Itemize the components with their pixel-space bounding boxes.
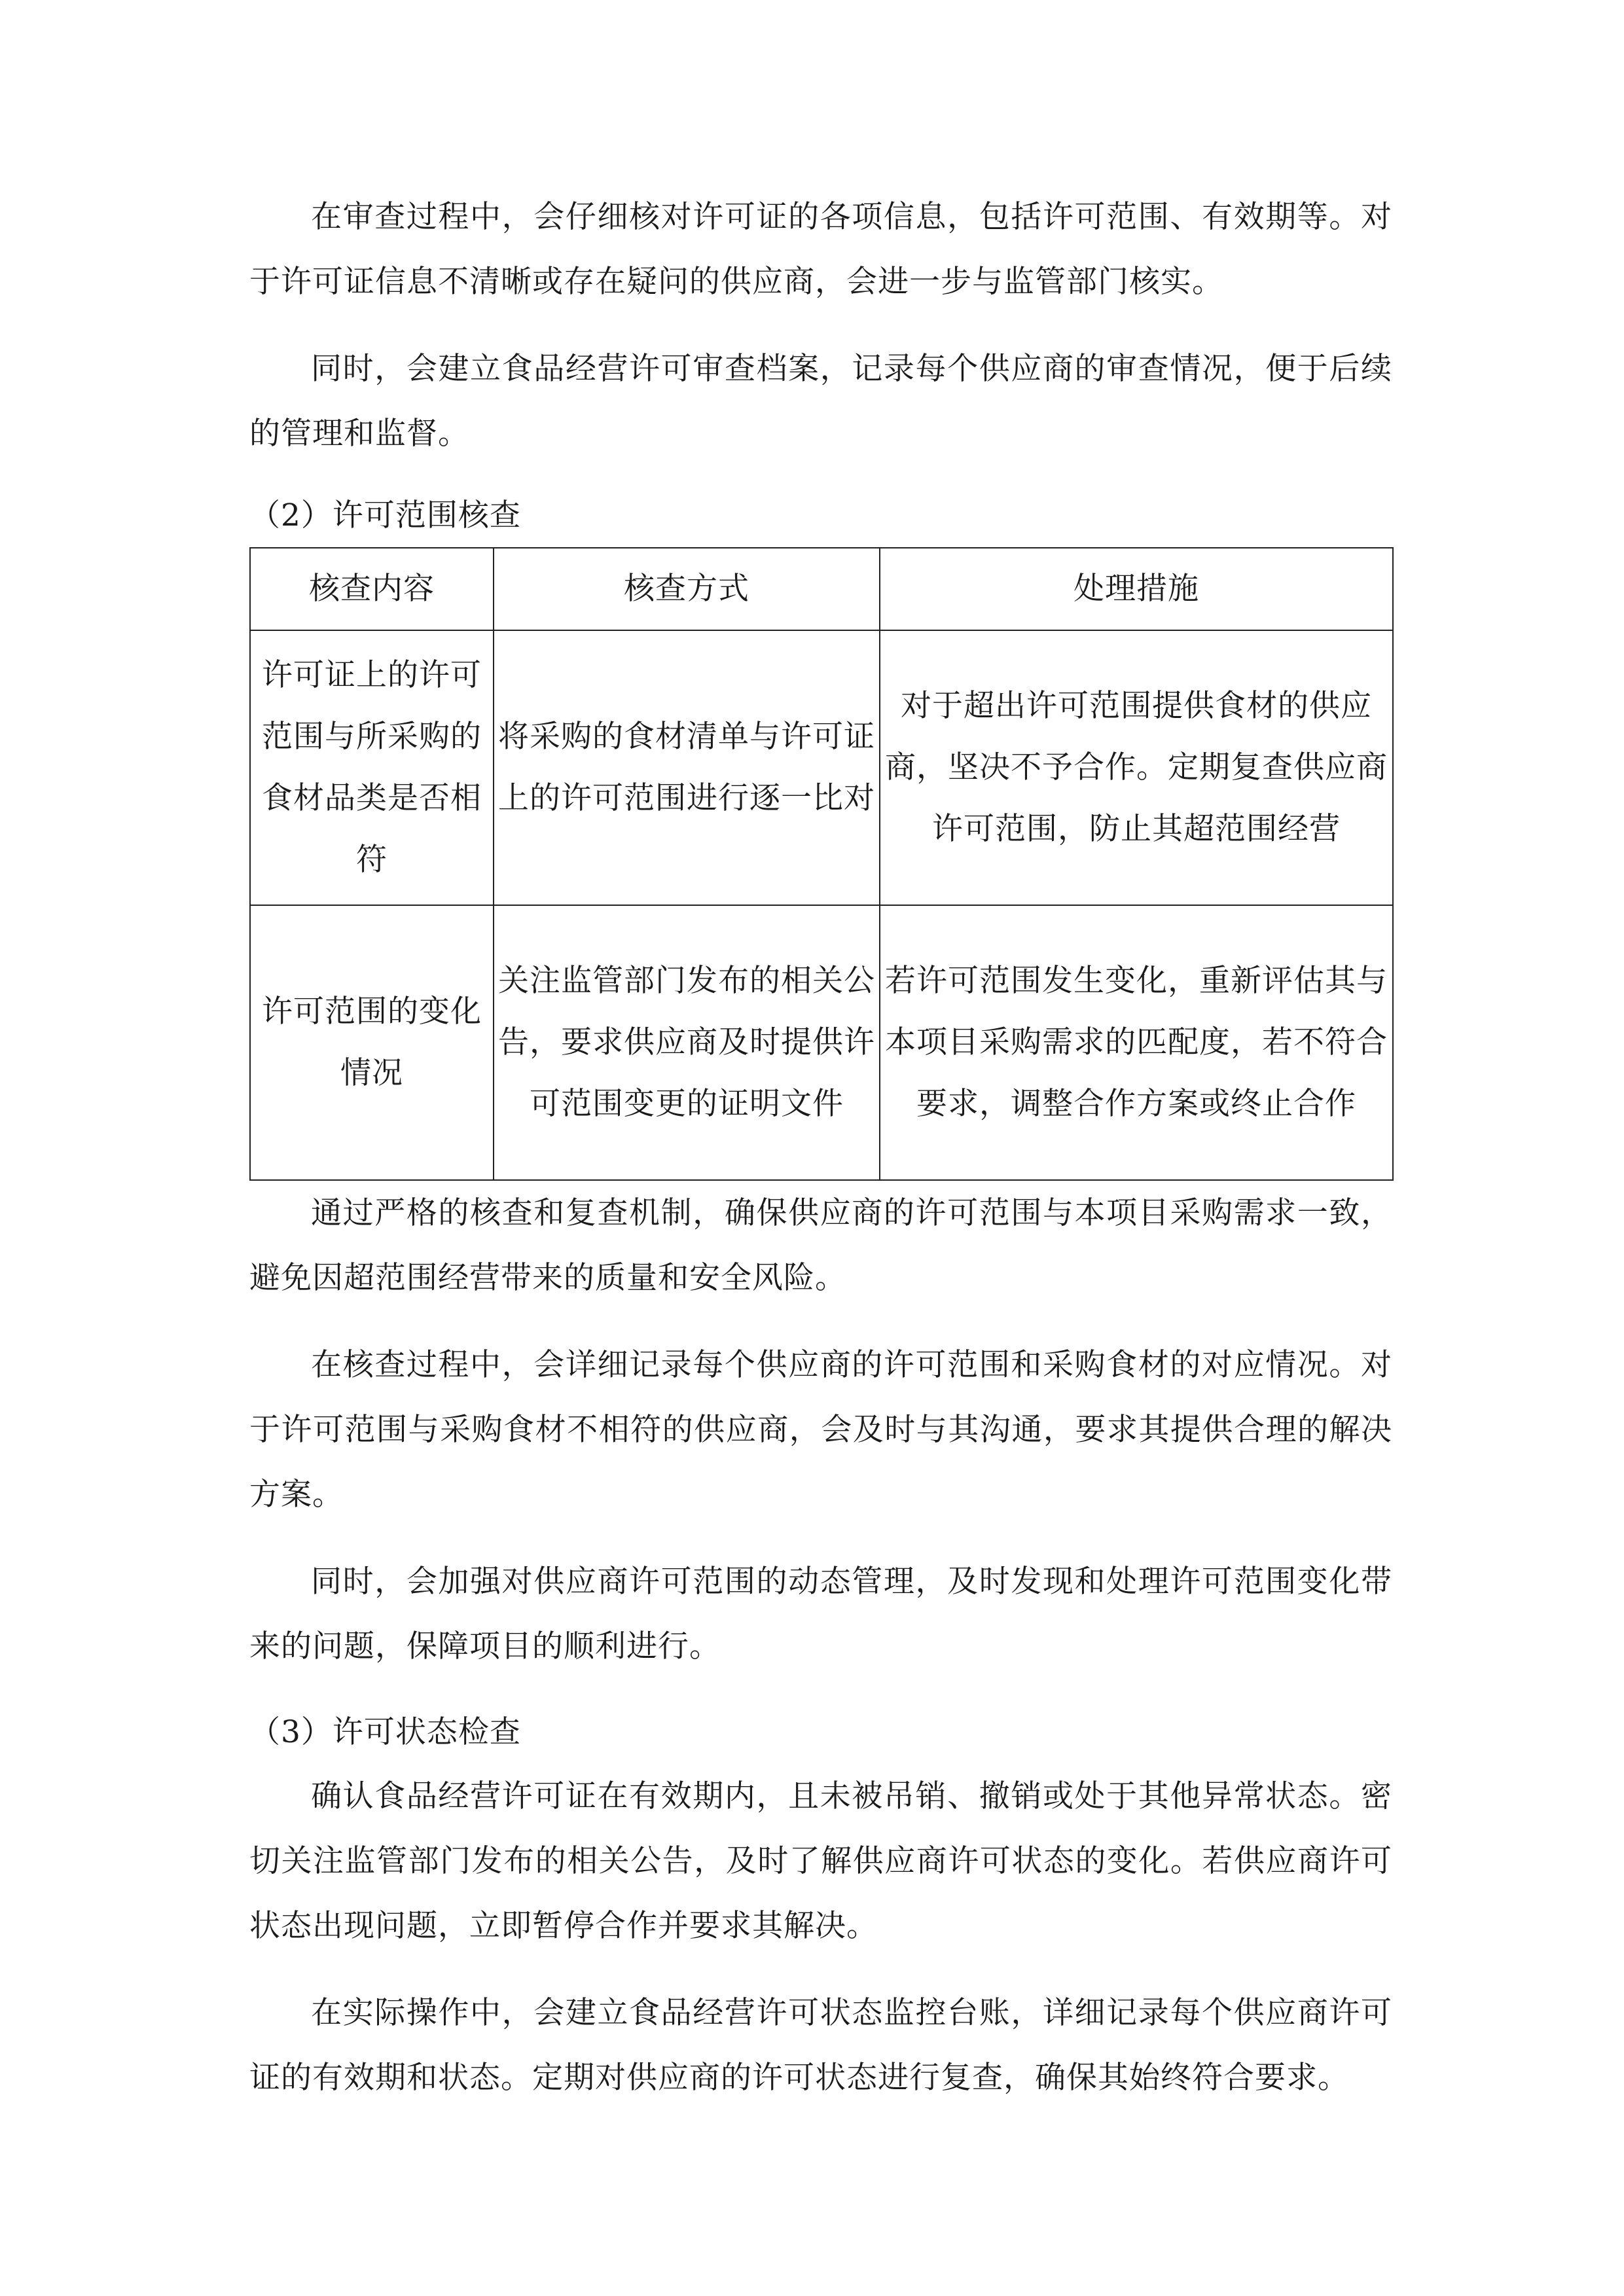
paragraph: 通过严格的核查和复查机制，确保供应商的许可范围与本项目采购需求一致，避免因超范围经营带来的质量和安全风险。	[249, 1195, 1392, 1296]
table-header-cell: 核查方式	[494, 548, 880, 630]
table-cell: 许可证上的许可范围与所采购的食材品类是否相符	[250, 630, 494, 905]
table-header-cell: 处理措施	[880, 548, 1393, 630]
paragraph: 在实际操作中，会建立食品经营许可状态监控台账，详细记录每个供应商许可证的有效期和状态。定期对供应商的许可状态进行复查，确保其始终符合要求。	[249, 1995, 1392, 2096]
license-scope-table	[249, 547, 1394, 1181]
table-row	[250, 905, 1393, 1180]
table-cell: 许可范围的变化情况	[250, 905, 494, 1180]
paragraph: 同时，会加强对供应商许可范围的动态管理，及时发现和处理许可范围变化带来的问题，保障项目的顺利进行。	[249, 1564, 1392, 1664]
paragraph: 在核查过程中，会详细记录每个供应商的许可范围和采购食材的对应情况。对于许可范围与采购食材不相符的供应商，会及时与其沟通，要求其提供合理的解决方案。	[249, 1347, 1392, 1513]
document-page	[249, 185, 1392, 2110]
table-cell: 关注监管部门发布的相关公告，要求供应商及时提供许可范围变更的证明文件	[494, 905, 880, 1180]
section-title: （2）许可范围核查	[249, 497, 521, 533]
table-header-cell: 核查内容	[250, 548, 494, 630]
paragraph: 同时，会建立食品经营许可审查档案，记录每个供应商的审查情况，便于后续的管理和监督。	[249, 351, 1392, 452]
paragraph: 确认食品经营许可证在有效期内，且未被吊销、撤销或处于其他异常状态。密切关注监管部门发布的相关公告，及时了解供应商许可状态的变化。若供应商许可状态出现问题，立即暂停合作并要求其解决。	[249, 1778, 1392, 1944]
section-title: （3）许可状态检查	[249, 1714, 521, 1750]
table-cell: 若许可范围发生变化，重新评估其与本项目采购需求的匹配度，若不符合要求，调整合作方案或终止合作	[880, 905, 1393, 1180]
paragraph: 在审查过程中，会仔细核对许可证的各项信息，包括许可范围、有效期等。对于许可证信息不清晰或存在疑问的供应商，会进一步与监管部门核实。	[249, 199, 1392, 300]
table-cell: 对于超出许可范围提供食材的供应商，坚决不予合作。定期复查供应商许可范围，防止其超范围经营	[880, 630, 1393, 905]
table-row	[250, 630, 1393, 905]
table-cell: 将采购的食材清单与许可证上的许可范围进行逐一比对	[494, 630, 880, 905]
table-header-row	[250, 548, 1393, 630]
